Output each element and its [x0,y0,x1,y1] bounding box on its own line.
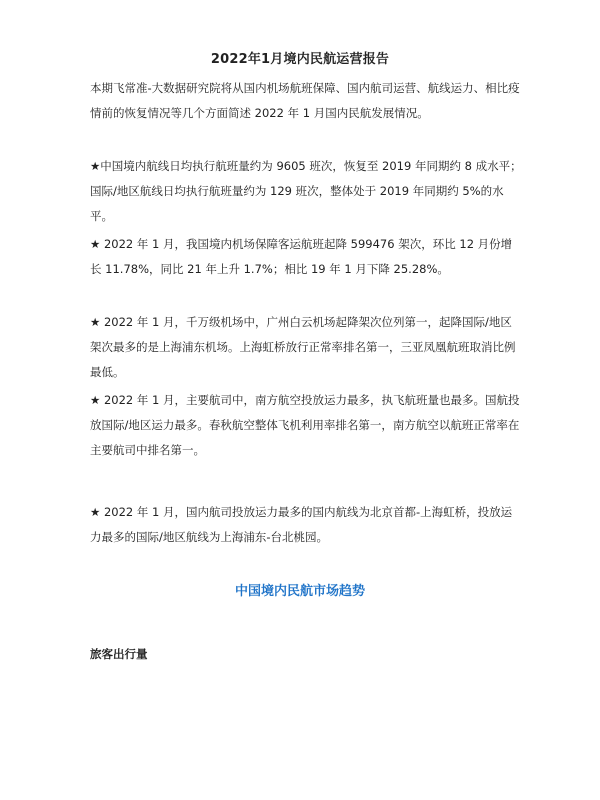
bullet-paragraph-routes: ★ 2022 年 1 月，国内航司投放运力最多的国内航线为北京首都-上海虹桥，投放运力最多的国际/地区航线为上海浦东-台北桃园。 [90,505,513,544]
intro-paragraph: 本期飞常准-大数据研究院将从国内机场航班保障、国内航司运营、航线运力、相比疫情前的恢复情况等几个方面简述 2022 年 1 月国内民航发展情况。 [90,81,520,120]
bullet-paragraph-flights: ★中国境内航线日均执行航班量约为 9605 班次，恢复至 2019 年同期约 8 成水平；国际/地区航线日均执行航班量约为 129 班次，整体处于 2019 年同期约 5%的水平。 [90,159,522,223]
bullet-paragraph-airports-total: ★ 2022 年 1 月，我国境内机场保障客运航班起降 599476 架次，环比 12 月份增长 11.78%，同比 21 年上升 1.7%；相比 19 年 1 月下降 25.28%。 [90,237,513,276]
bullet-paragraph-major-airports: ★ 2022 年 1 月，千万级机场中，广州白云机场起降架次位列第一，起降国际/地区架次最多的是上海浦东机场。上海虹桥放行正常率排名第一，三亚凤凰航班取消比例最低。 [90,315,516,379]
document-title: 2022年1月境内民航运营报告 [210,52,390,67]
sub-heading-passenger-volume: 旅客出行量 [90,647,148,661]
section-heading: 中国境内民航市场趋势 [234,584,365,599]
bullet-paragraph-airlines: ★ 2022 年 1 月，主要航司中，南方航空投放运力最多，执飞航班量也最多。国航投放国际/地区运力最多。春秋航空整体飞机利用率排名第一，南方航空以航班正常率在主要航司中排名第一。 [90,393,520,457]
